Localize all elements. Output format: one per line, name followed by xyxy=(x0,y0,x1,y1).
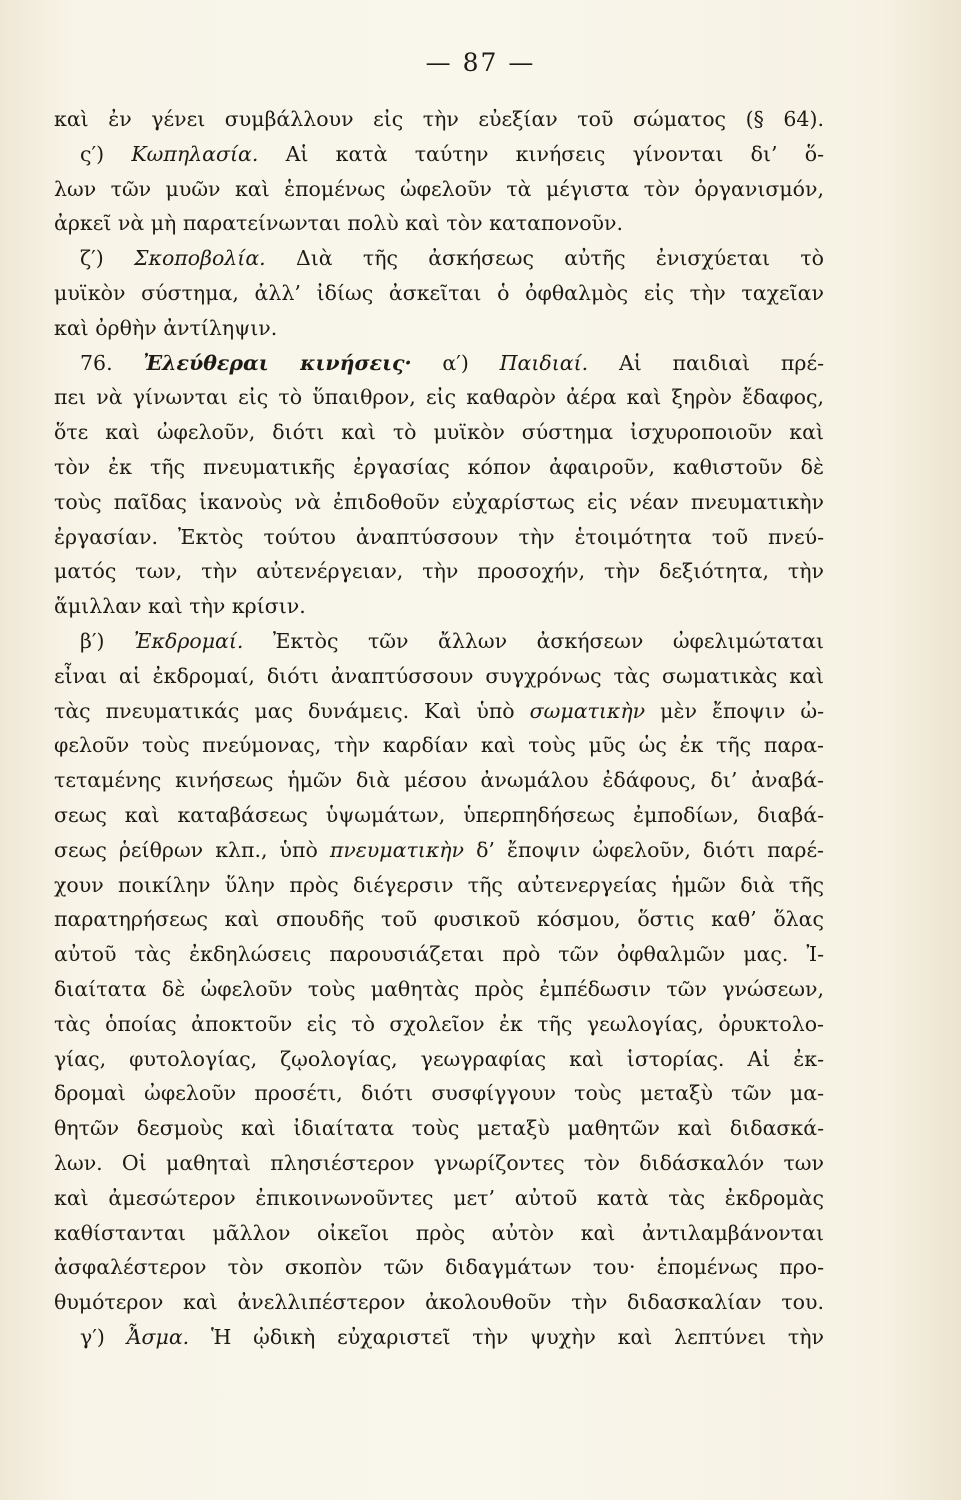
text-run: ὅτε καὶ ὠφελοῦν, διότι καὶ τὸ μυϊκὸν σύστημα ἰσχυροποιοῦν καὶ xyxy=(54,420,824,445)
text-run: Διὰ τῆς ἀσκήσεως αὐτῆς ἐνισχύεται τὸ xyxy=(265,246,824,271)
text-run: διαίτατα δὲ ὠφελοῦν τοὺς μαθητὰς πρὸς ἐμπέδωσιν τῶν γνώσεων, xyxy=(54,976,824,1001)
emphasized-text: Ἐκδρομαί. xyxy=(134,628,244,653)
text-line xyxy=(54,1320,824,1355)
text-line xyxy=(54,589,824,624)
text-run: παρατηρήσεως καὶ σπουδῆς τοῦ φυσικοῦ κόσμου, ὅστις καθ’ ὅλας xyxy=(54,907,824,932)
text-run: πει νὰ γίνωνται εἰς τὸ ὕπαιθρον, εἰς καθαρὸν ἀέρα καὶ ξηρὸν ἔδαφος, xyxy=(54,385,824,410)
text-run: ἅμιλλαν καὶ τὴν κρίσιν. xyxy=(54,594,306,619)
text-line xyxy=(54,1285,824,1320)
text-line xyxy=(54,554,824,589)
text-run: καὶ ἐν γένει συμβάλλουν εἰς τὴν εὐεξίαν τοῦ σώματος (§ 64). xyxy=(54,107,824,131)
emphasized-text: Ἆσμα. xyxy=(126,1324,190,1349)
body-text xyxy=(54,102,824,1355)
text-run: τὸν ἐκ τῆς πνευματικῆς ἐργασίας κόπον ἀφαιροῦν, καθιστοῦν δὲ xyxy=(54,454,824,479)
text-run: θητῶν δεσμοὺς καὶ ἰδιαίτατα τοὺς μεταξὺ μαθητῶν καὶ διδασκά- xyxy=(54,1116,824,1141)
text-run: γίας, φυτολογίας, ζῳολογίας, γεωγραφίας καὶ ἱστορίας. Αἱ ἐκ- xyxy=(54,1046,824,1071)
text-line xyxy=(54,241,824,276)
text-line xyxy=(54,137,824,172)
text-line xyxy=(54,276,824,311)
text-run: Ἐκτὸς τῶν ἄλλων ἀσκήσεων ὠφελιμώταται xyxy=(243,628,824,653)
emphasized-text: Κωπηλασία. xyxy=(131,141,259,166)
text-run: λων. Οἱ μαθηταὶ πλησιέστερον γνωρίζοντες τὸν διδάσκαλόν των xyxy=(54,1150,824,1175)
text-run: ἀσφαλέστερον τὸν σκοπὸν τῶν διδαγμάτων του· ἑπομένως προ- xyxy=(54,1255,824,1280)
text-line xyxy=(54,624,824,659)
text-run: δ’ ἔποψιν ὠφελοῦν, διότι παρέ- xyxy=(464,837,824,862)
text-run: τεταμένης κινήσεως ἡμῶν διὰ μέσου ἀνωμάλου ἐδάφους, δι’ ἀναβά- xyxy=(54,768,824,793)
text-run: χουν ποικίλην ὕλην πρὸς διέγερσιν τῆς αὐτενεργείας ἡμῶν διὰ τῆς xyxy=(54,872,824,897)
text-run: ς′) xyxy=(80,141,132,166)
text-line xyxy=(54,694,824,729)
text-line xyxy=(54,346,824,381)
text-run: ἐργασίαν. Ἐκτὸς τούτου ἀναπτύσσουν τὴν ἑτοιμότητα τοῦ πνεύ- xyxy=(54,524,824,549)
text-run: τὰς ὁποίας ἀποκτοῦν εἰς τὸ σχολεῖον ἐκ τῆς γεωλογίας, ὀρυκτολο- xyxy=(54,1011,824,1036)
emphasized-text: σωματικὴν xyxy=(529,698,646,723)
text-line xyxy=(54,833,824,868)
text-run: αὐτοῦ τὰς ἐκδηλώσεις παρουσιάζεται πρὸ τῶν ὀφθαλμῶν μας. Ἰ- xyxy=(54,942,824,967)
text-run: 76. xyxy=(80,350,144,375)
text-line xyxy=(54,1076,824,1111)
text-line xyxy=(54,520,824,555)
text-run: τοὺς παῖδας ἱκανοὺς νὰ ἐπιδοθοῦν εὐχαρίστως εἰς νέαν πνευματικὴν xyxy=(54,489,824,514)
text-run: β′) xyxy=(80,628,135,653)
text-run: καθίστανται μᾶλλον οἰκεῖοι πρὸς αὐτὸν καὶ ἀντιλαμβάνονται xyxy=(54,1220,824,1245)
text-run: εἶναι αἱ ἐκδρομαί, διότι ἀναπτύσσουν συγχρόνως τὰς σωματικὰς καὶ xyxy=(54,663,824,688)
emphasized-text: Ἐλεύθεραι κινήσεις· xyxy=(143,350,412,375)
text-run: ματός των, τὴν αὐτενέργειαν, τὴν προσοχήν, τὴν δεξιότητα, τὴν xyxy=(54,559,824,584)
text-line xyxy=(54,728,824,763)
page-number: — 87 — xyxy=(425,48,536,77)
text-run: φελοῦν τοὺς πνεύμονας, τὴν καρδίαν καὶ τοὺς μῦς ὡς ἐκ τῆς παρα- xyxy=(54,733,824,758)
text-line xyxy=(54,972,824,1007)
text-run: Ἡ ᾠδικὴ εὐχαριστεῖ τὴν ψυχὴν καὶ λεπτύνει τὴν xyxy=(189,1324,824,1349)
text-run: Αἱ παιδιαὶ πρέ- xyxy=(588,350,824,375)
text-run: καὶ ἀμεσώτερον ἐπικοινωνοῦντες μετ’ αὐτοῦ κατὰ τὰς ἐκδρομὰς xyxy=(54,1185,824,1210)
text-run: καὶ ὀρθὴν ἀντίληψιν. xyxy=(54,315,278,340)
text-run: λων τῶν μυῶν καὶ ἑπομένως ὠφελοῦν τὰ μέγιστα τὸν ὀργανισμόν, xyxy=(54,176,824,201)
text-line xyxy=(54,485,824,520)
text-line xyxy=(54,1042,824,1077)
text-run: δρομαὶ ὠφελοῦν προσέτι, διότι συσφίγγουν τοὺς μεταξὺ τῶν μα- xyxy=(54,1081,824,1106)
text-line xyxy=(54,1181,824,1216)
text-line xyxy=(54,1250,824,1285)
text-line xyxy=(54,206,824,241)
text-line xyxy=(54,1146,824,1181)
text-line xyxy=(54,1216,824,1251)
text-run: μὲν ἔποψιν ὠ- xyxy=(645,698,824,723)
text-line xyxy=(54,937,824,972)
text-line xyxy=(54,415,824,450)
text-line xyxy=(54,450,824,485)
text-line xyxy=(54,1007,824,1042)
text-run: θυμότερον καὶ ἀνελλιπέστερον ἀκολουθοῦν τὴν διδασκαλίαν του. xyxy=(54,1290,824,1315)
text-run: ἀρκεῖ νὰ μὴ παρατείνωνται πολὺ καὶ τὸν καταπονοῦν. xyxy=(54,211,623,236)
text-line xyxy=(54,1111,824,1146)
text-line xyxy=(54,868,824,903)
text-run: Αἱ κατὰ ταύτην κινήσεις γίνονται δι’ ὅ- xyxy=(258,141,824,166)
text-run: σεως ῥείθρων κλπ., ὑπὸ xyxy=(54,837,330,862)
emphasized-text: πνευματικὴν xyxy=(329,837,465,862)
text-run: σεως καὶ καταβάσεως ὑψωμάτων, ὑπερπηδήσεως ἐμποδίων, διαβά- xyxy=(54,802,824,827)
text-line xyxy=(54,311,824,346)
text-line xyxy=(54,763,824,798)
emphasized-text: Σκοποβολία. xyxy=(134,246,266,271)
text-run: α′) xyxy=(411,350,500,375)
text-run: τὰς πνευματικάς μας δυνάμεις. Καὶ ὑπὸ xyxy=(54,698,530,723)
text-line xyxy=(54,102,824,137)
text-line xyxy=(54,380,824,415)
text-run: γ′) xyxy=(80,1324,127,1349)
text-line xyxy=(54,659,824,694)
text-run: μυϊκὸν σύστημα, ἀλλ’ ἰδίως ἀσκεῖται ὁ ὀφθαλμὸς εἰς τὴν ταχεῖαν xyxy=(54,280,824,305)
text-line xyxy=(54,798,824,833)
text-line xyxy=(54,902,824,937)
emphasized-text: Παιδιαί. xyxy=(499,350,589,375)
text-run: ζ′) xyxy=(80,246,135,271)
text-line xyxy=(54,172,824,207)
